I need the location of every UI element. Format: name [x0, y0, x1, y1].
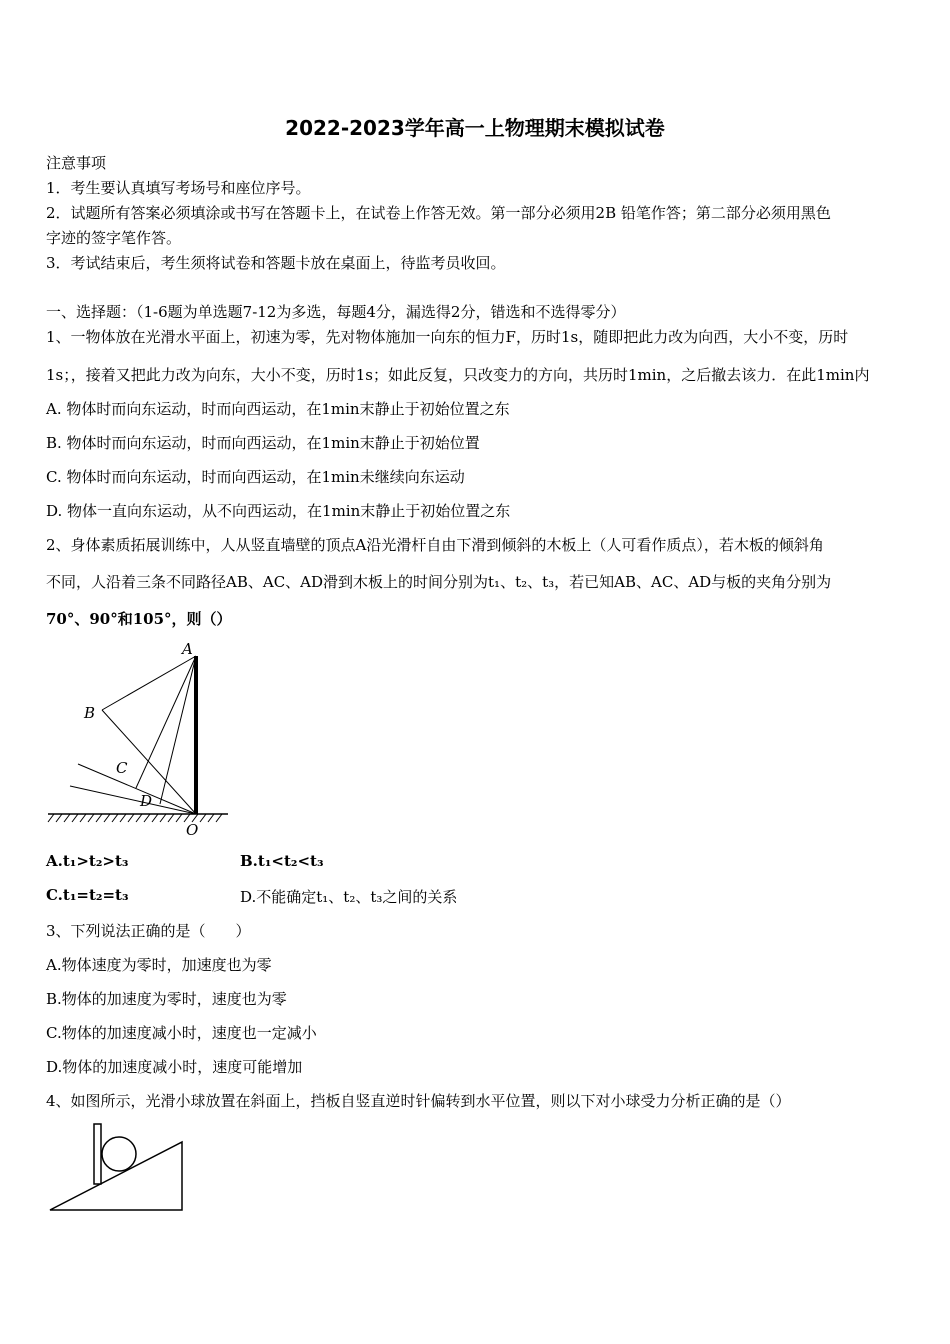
q2-option-a: A.t₁>t₂>t₃ [46, 852, 129, 870]
q2-stem-line2: 不同，人沿着三条不同路径AB、AC、AD滑到木板上的时间分别为t₁、t₂、t₃，若已知AB、AC、AD与板的夹角分别为 [46, 573, 832, 591]
notice-item: 3．考试结束后，考生须将试卷和答题卡放在桌面上，待监考员收回。 [46, 254, 506, 272]
q1-stem-line2: 1s；，接着又把此力改为向东，大小不变，历时1s；如此反复，只改变力的方向，共历时1min，之后撤去该力．在此1min内 [46, 366, 870, 384]
q2-option-b: B.t₁<t₂<t₃ [240, 852, 324, 870]
label-a: A [182, 640, 193, 658]
q3-option-a: A.物体速度为零时，加速度也为零 [46, 956, 272, 974]
q1-option-c: C. 物体时而向东运动，时而向西运动，在1min未继续向东运动 [46, 468, 465, 486]
q1-option-b: B. 物体时而向东运动，时而向西运动，在1min末静止于初始位置 [46, 434, 480, 452]
q1-stem-line1: 1、一物体放在光滑水平面上，初速为零，先对物体施加一向东的恒力F，历时1s，随即把此力改为向西，大小不变，历时 [46, 328, 849, 346]
q1-option-d: D. 物体一直向东运动，从不向西运动，在1min末静止于初始位置之东 [46, 502, 511, 520]
rod-ac [136, 656, 196, 788]
label-b: B [84, 704, 96, 722]
q2-stem-line3: 70°、90°和105°，则（） [46, 610, 232, 628]
notice-item: 字迹的签字笔作答。 [46, 229, 182, 247]
notice-heading: 注意事项 [46, 154, 107, 172]
rod-ad [160, 656, 196, 804]
q2-option-d: D.不能确定t₁、t₂、t₃之间的关系 [240, 888, 458, 906]
notice-item: 1．考生要认真填写考场号和座位序号。 [46, 179, 311, 197]
q3-option-d: D.物体的加速度减小时，速度可能增加 [46, 1058, 303, 1076]
exam-title: 2022-2023学年高一上物理期末模拟试卷 [285, 116, 665, 140]
q2-figure [40, 638, 240, 842]
section-heading: 一、选择题：（1-6题为单选题7-12为多选，每题4分，漏选得2分，错选和不选得零分） [46, 303, 626, 321]
q4-stem: 4、如图所示，光滑小球放置在斜面上，挡板自竖直逆时针偏转到水平位置，则以下对小球受力分析正确的是（） [46, 1092, 791, 1110]
ball [102, 1137, 136, 1171]
q3-option-c: C.物体的加速度减小时，速度也一定减小 [46, 1024, 317, 1042]
label-o: O [186, 821, 199, 839]
q2-stem-line1: 2、身体素质拓展训练中，人从竖直墙壁的顶点A沿光滑杆自由下滑到倾斜的木板上（人可看作质点），若木板的倾斜角 [46, 536, 824, 554]
board-c [78, 764, 196, 814]
q2-option-c: C.t₁=t₂=t₃ [46, 886, 129, 904]
label-c: C [116, 759, 128, 777]
q3-stem: 3、下列说法正确的是（ ） [46, 922, 251, 940]
q3-option-b: B.物体的加速度为零时，速度也为零 [46, 990, 287, 1008]
q4-figure [44, 1118, 190, 1216]
board-d [70, 786, 196, 814]
baffle-board [94, 1124, 101, 1184]
notice-item: 2．试题所有答案必须填涂或书写在答题卡上，在试卷上作答无效。第一部分必须用2B 铅笔作答；第二部分必须用黑色 [46, 204, 831, 222]
label-d: D [140, 792, 153, 810]
rod-ab [102, 656, 196, 710]
q1-option-a: A. 物体时而向东运动，时而向西运动，在1min末静止于初始位置之东 [46, 400, 510, 418]
